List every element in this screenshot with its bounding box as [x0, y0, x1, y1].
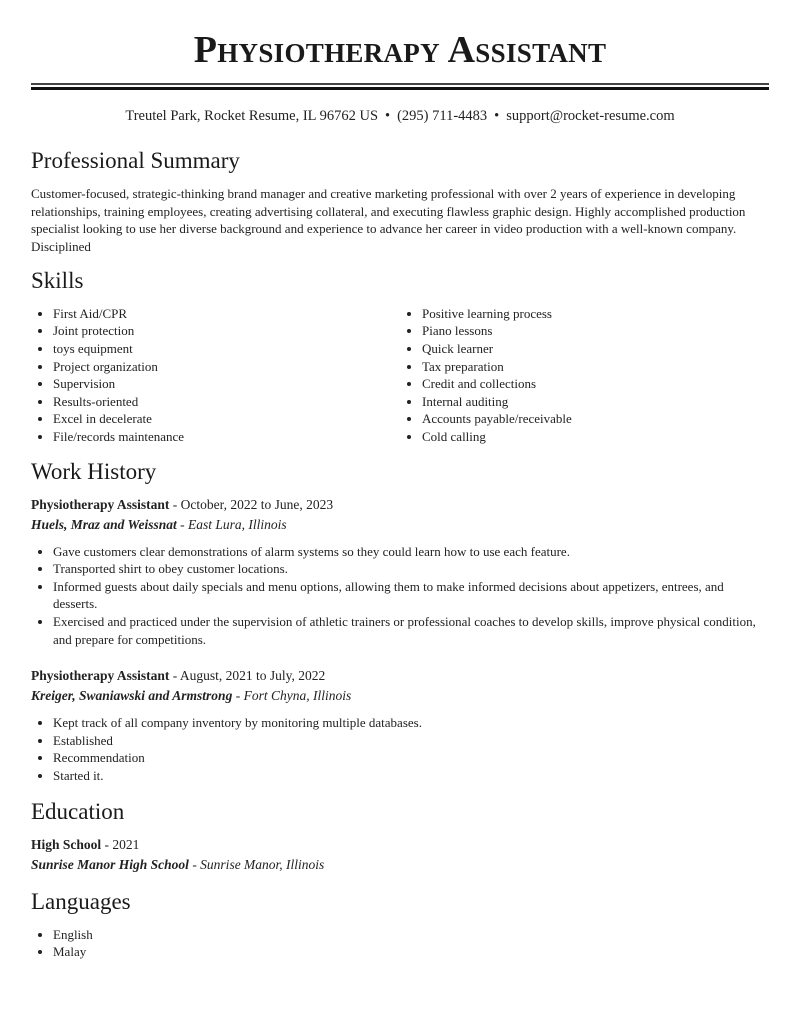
skill-item: • toys equipment	[53, 340, 400, 358]
skill-item: • Positive learning process	[422, 305, 769, 323]
education-entry	[31, 835, 769, 875]
contact-line	[31, 107, 769, 125]
employer-name: Huels, Mraz and Weissnat	[31, 516, 177, 532]
skills-list-left	[31, 305, 400, 446]
skill-item: • Piano lessons	[422, 322, 769, 340]
school-line	[31, 855, 769, 875]
skill-item: • File/records maintenance	[53, 428, 400, 446]
header-divider-thick	[31, 87, 769, 90]
summary-text: Customer-focused, strategic-thinking brand manager and creative marketing professional with over 2 years of experience in developing relationships, training employees, creating advertising collateral, and executing flawless graphic design. Highly accomplished production specialist looking to use her diverse background and experience to advance her career in video production with a well-known company. Disciplined	[31, 186, 746, 255]
bullet-separator: •	[385, 108, 391, 124]
job-title-line	[31, 495, 769, 515]
candidate-name: Physiotherapy Assistant	[193, 29, 607, 71]
job-title-line	[31, 666, 769, 686]
degree-line	[31, 835, 769, 855]
skill-item: • Cold calling	[422, 428, 769, 446]
job-duty: • Transported shirt to obey customer locations.	[53, 560, 769, 578]
skill-item: • Quick learner	[422, 340, 769, 358]
skill-item: • Credit and collections	[422, 375, 769, 393]
skill-item: • Accounts payable/receivable	[422, 410, 769, 428]
job-duties-list	[31, 714, 769, 784]
header-divider-thin	[31, 83, 769, 85]
contact-phone: (295) 711-4483	[397, 108, 488, 124]
section-heading-languages: Languages	[31, 888, 131, 914]
skill-item: • Results-oriented	[53, 393, 400, 411]
languages-list	[31, 926, 769, 961]
school-name: Sunrise Manor High School	[31, 856, 189, 872]
graduation-year: - 2021	[101, 836, 140, 852]
skill-item: • First Aid/CPR	[53, 305, 400, 323]
degree: High School	[31, 836, 102, 852]
skill-item: • Internal auditing	[422, 393, 769, 411]
skills-columns	[31, 305, 769, 446]
skills-list-right	[400, 305, 769, 446]
job-entry	[31, 666, 769, 784]
job-duty: • Established	[53, 732, 769, 750]
skill-item: • Supervision	[53, 375, 400, 393]
skill-item: • Tax preparation	[422, 358, 769, 376]
employer-line	[31, 686, 769, 706]
section-heading-education: Education	[31, 798, 125, 824]
language-item: • English	[53, 926, 769, 944]
job-dates: - October, 2022 to June, 2023	[169, 496, 334, 512]
job-duties-list	[31, 543, 769, 649]
skill-item: • Joint protection	[53, 322, 400, 340]
employer-line	[31, 515, 769, 535]
language-item: • Malay	[53, 943, 769, 961]
section-heading-summary: Professional Summary	[31, 148, 240, 173]
job-title: Physiotherapy Assistant	[31, 496, 170, 512]
job-duty: • Kept track of all company inventory by monitoring multiple databases.	[53, 714, 769, 732]
job-duty: • Informed guests about daily specials and menu options, allowing them to make informed decisions about appetizers, entrees, and desserts.	[53, 578, 769, 613]
school-location: - Sunrise Manor, Illinois	[188, 856, 325, 872]
employer-location: - Fort Chyna, Illinois	[232, 688, 352, 704]
contact-email: support@rocket-resume.com	[506, 108, 675, 124]
job-duty: • Recommendation	[53, 749, 769, 767]
job-duty: • Started it.	[53, 767, 769, 785]
bullet-separator: •	[494, 108, 500, 124]
job-duty: • Exercised and practiced under the supervision of athletic trainers or professional coaches to develop skills, improve physical condition, and prepare for competitions.	[53, 613, 769, 648]
section-heading-work-history: Work History	[31, 458, 157, 484]
contact-address: Treutel Park, Rocket Resume, IL 96762 US	[125, 108, 379, 124]
job-entry	[31, 495, 769, 649]
skill-item: • Excel in decelerate	[53, 410, 400, 428]
skill-item: • Project organization	[53, 358, 400, 376]
employer-name: Kreiger, Swaniawski and Armstrong	[31, 688, 233, 704]
job-title: Physiotherapy Assistant	[31, 668, 170, 684]
employer-location: - East Lura, Illinois	[176, 516, 287, 532]
job-duty: • Gave customers clear demonstrations of alarm systems so they could learn how to use each feature.	[53, 543, 769, 561]
section-heading-skills: Skills	[31, 267, 84, 293]
job-dates: - August, 2021 to July, 2022	[169, 668, 326, 684]
